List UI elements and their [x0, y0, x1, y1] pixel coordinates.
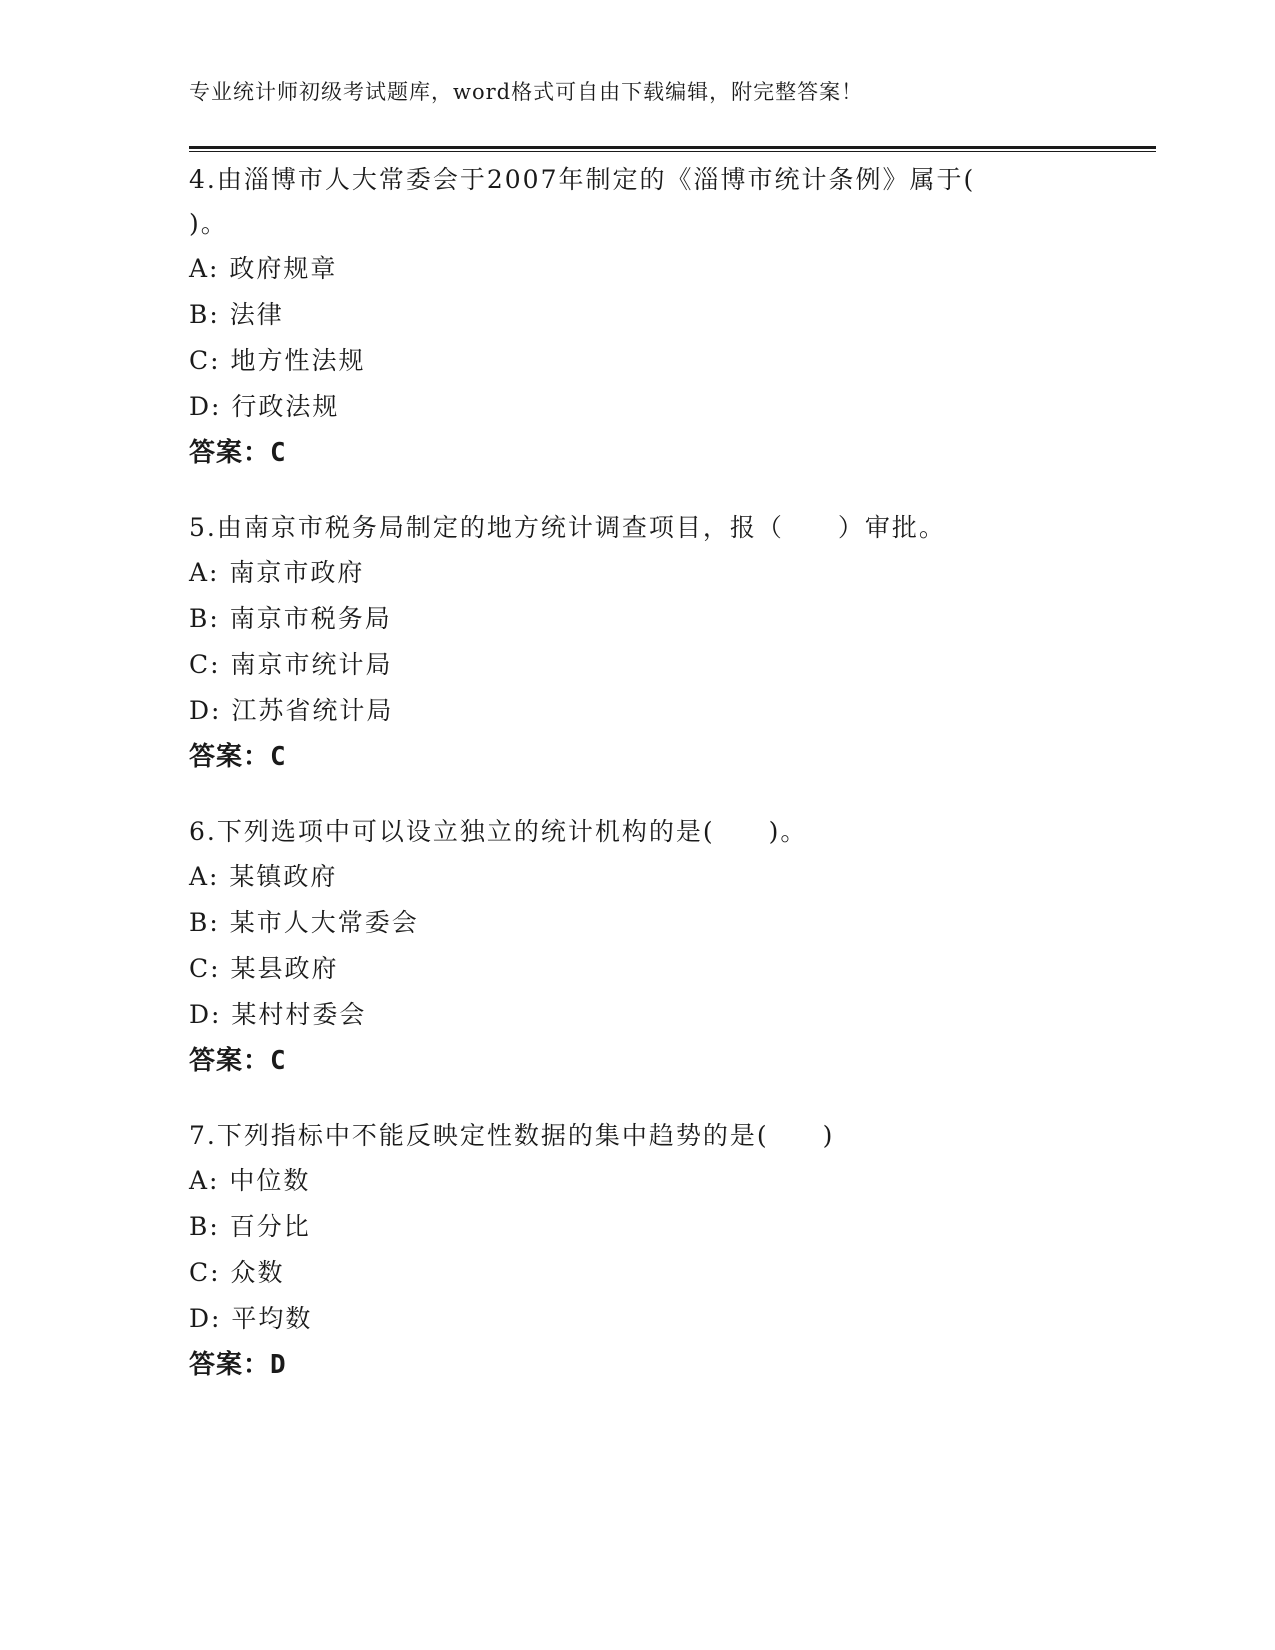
option-c: C: 某县政府: [189, 954, 339, 983]
option-a: A: 政府规章: [189, 254, 338, 283]
question-stem: 6.下列选项中可以设立独立的统计机构的是( )。: [189, 817, 808, 846]
option-a: A: 中位数: [189, 1166, 311, 1195]
header-note: 专业统计师初级考试题库，word格式可自由下载编辑，附完整答案！: [189, 80, 864, 104]
header-divider-thick: [189, 146, 1156, 149]
option-b: B: 某市人大常委会: [189, 908, 419, 937]
option-c: C: 众数: [189, 1258, 285, 1287]
option-d: D: 行政法规: [189, 392, 340, 421]
question-5: [189, 506, 1089, 780]
option-b: B: 百分比: [189, 1212, 311, 1241]
option-b: B: 法律: [189, 300, 284, 329]
option-a: A: 某镇政府: [189, 862, 338, 891]
question-stem-continued: )。: [189, 209, 228, 238]
option-d: D: 某村村委会: [189, 1000, 367, 1029]
option-a: A: 南京市政府: [189, 558, 365, 587]
question-stem: 4.由淄博市人大常委会于2007年制定的《淄博市统计条例》属于(: [189, 165, 976, 194]
option-b: B: 南京市税务局: [189, 604, 392, 633]
answer: 答案：C: [189, 438, 287, 468]
answer: 答案：C: [189, 1046, 287, 1076]
answer: 答案：C: [189, 742, 287, 772]
option-c: C: 地方性法规: [189, 346, 366, 375]
question-list: [189, 158, 1089, 1418]
question-4: [189, 158, 1089, 476]
question-stem: 5.由南京市税务局制定的地方统计调查项目，报（ ）审批。: [189, 513, 946, 542]
question-stem: 7.下列指标中不能反映定性数据的集中趋势的是( ): [189, 1121, 835, 1150]
option-d: D: 平均数: [189, 1304, 313, 1333]
header-divider-thin: [189, 151, 1156, 152]
question-7: [189, 1114, 1089, 1388]
answer: 答案：D: [189, 1350, 287, 1380]
option-c: C: 南京市统计局: [189, 650, 393, 679]
question-6: [189, 810, 1089, 1084]
option-d: D: 江苏省统计局: [189, 696, 394, 725]
